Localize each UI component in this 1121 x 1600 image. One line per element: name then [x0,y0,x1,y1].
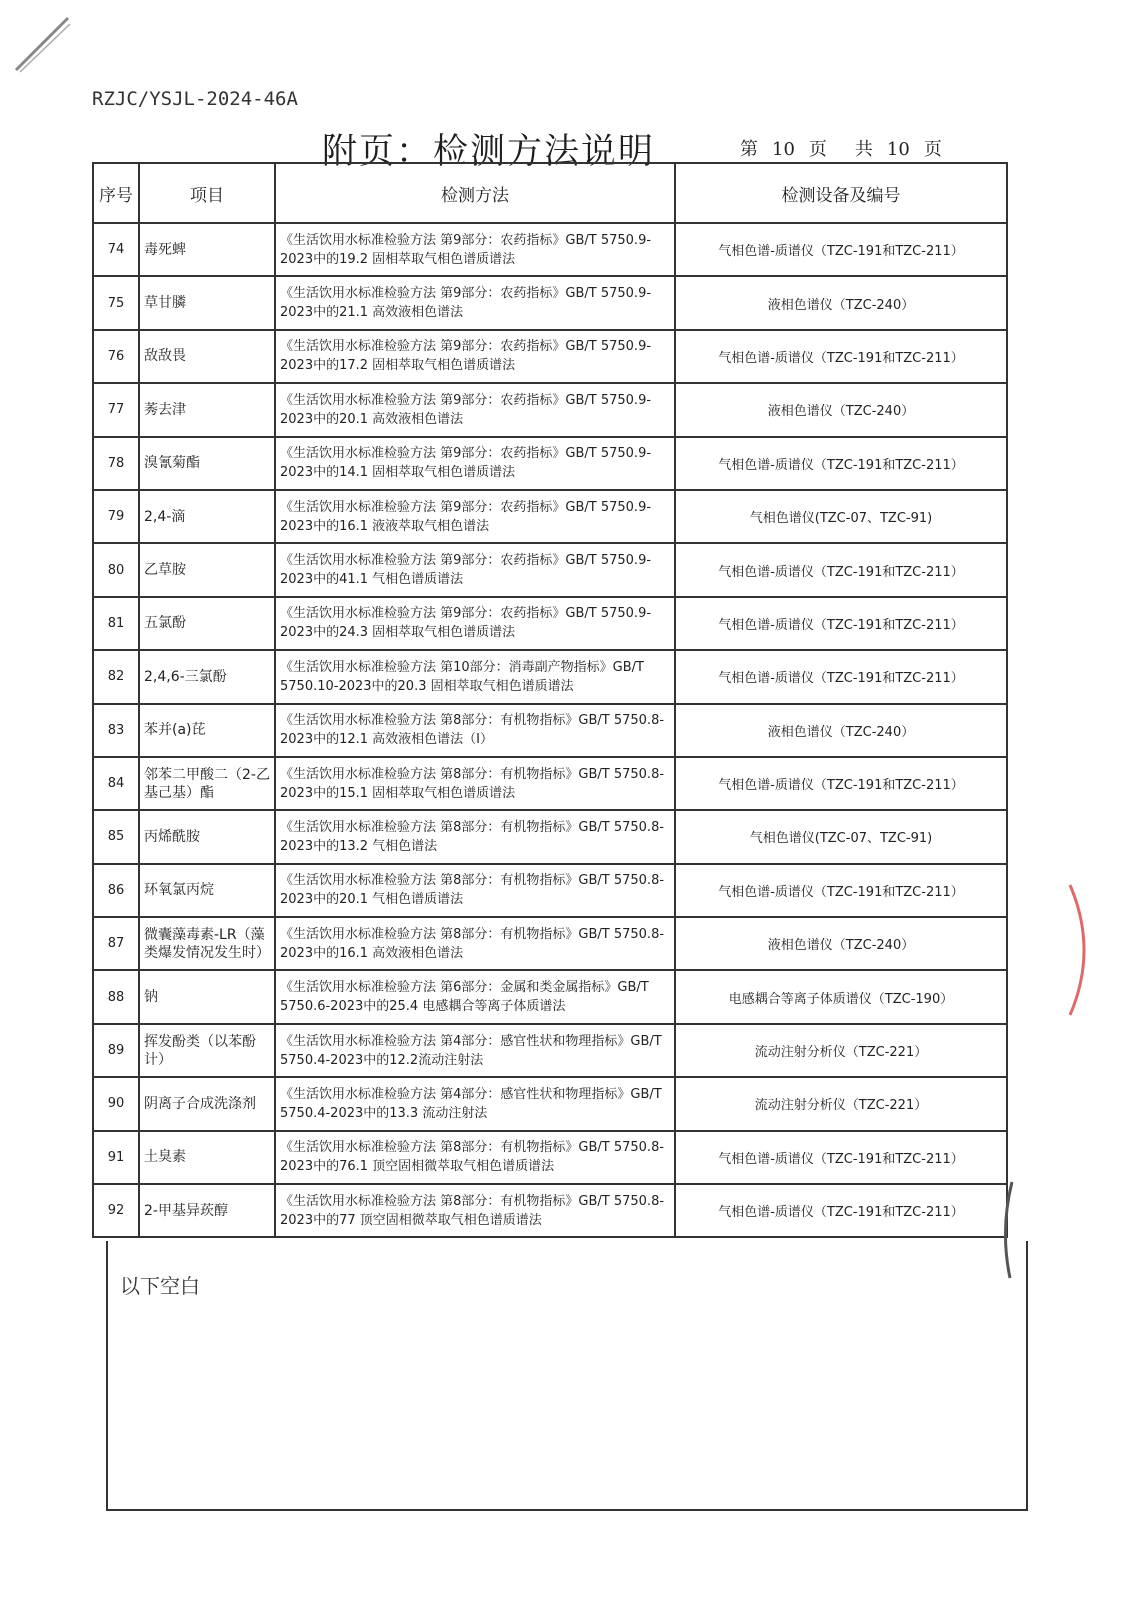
cell-item: 2-甲基异莰醇 [139,1184,275,1237]
cell-seq: 75 [93,276,139,329]
table-row [93,330,1007,383]
table-row [93,704,1007,757]
cell-seq: 86 [93,864,139,917]
cell-equipment: 电感耦合等离子体质谱仪（TZC-190） [675,970,1007,1023]
document-code: RZJC/YSJL-2024-46A [92,88,298,110]
table-row [93,917,1007,970]
cell-equipment: 液相色谱仪（TZC-240） [675,383,1007,436]
cell-seq: 87 [93,917,139,970]
table-row [93,1077,1007,1130]
cell-seq: 90 [93,1077,139,1130]
header-item: 项目 [139,163,275,223]
cell-seq: 76 [93,330,139,383]
cell-seq: 78 [93,437,139,490]
cell-equipment: 气相色谱-质谱仪（TZC-191和TZC-211） [675,330,1007,383]
cell-item: 五氯酚 [139,597,275,650]
cell-seq: 84 [93,757,139,810]
cell-equipment: 液相色谱仪（TZC-240） [675,704,1007,757]
cell-method: 《生活饮用水标准检验方法 第9部分：农药指标》GB/T 5750.9-2023中的41.1 气相色谱质谱法 [275,543,675,596]
table-row [93,1024,1007,1077]
cell-seq: 82 [93,650,139,703]
cell-method: 《生活饮用水标准检验方法 第9部分：农药指标》GB/T 5750.9-2023中的19.2 固相萃取气相色谱质谱法 [275,223,675,276]
cell-method: 《生活饮用水标准检验方法 第10部分：消毒副产物指标》GB/T 5750.10-2023中的20.3 固相萃取气相色谱质谱法 [275,650,675,703]
page-ye: 页 [808,139,827,160]
cell-equipment: 气相色谱-质谱仪（TZC-191和TZC-211） [675,1184,1007,1237]
cell-seq: 85 [93,810,139,863]
header-seq: 序号 [93,163,139,223]
cell-equipment: 液相色谱仪（TZC-240） [675,917,1007,970]
binding-edge-mark [990,1180,1020,1280]
cell-method: 《生活饮用水标准检验方法 第9部分：农药指标》GB/T 5750.9-2023中的17.2 固相萃取气相色谱质谱法 [275,330,675,383]
cell-item: 环氧氯丙烷 [139,864,275,917]
cell-seq: 83 [93,704,139,757]
cell-seq: 79 [93,490,139,543]
cell-item: 毒死蜱 [139,223,275,276]
table-row [93,810,1007,863]
cell-method: 《生活饮用水标准检验方法 第9部分：农药指标》GB/T 5750.9-2023中的16.1 液液萃取气相色谱法 [275,490,675,543]
cell-method: 《生活饮用水标准检验方法 第8部分：有机物指标》GB/T 5750.8-2023中的13.2 气相色谱法 [275,810,675,863]
cell-method: 《生活饮用水标准检验方法 第6部分：金属和类金属指标》GB/T 5750.6-2023中的25.4 电感耦合等离子体质谱法 [275,970,675,1023]
table-row [93,1184,1007,1237]
cell-method: 《生活饮用水标准检验方法 第4部分：感官性状和物理指标》GB/T 5750.4-2023中的13.3 流动注射法 [275,1077,675,1130]
table-row [93,650,1007,703]
cell-item: 草甘膦 [139,276,275,329]
cell-equipment: 气相色谱-质谱仪（TZC-191和TZC-211） [675,223,1007,276]
page-gong: 共 [854,139,873,160]
cell-equipment: 气相色谱仪(TZC-07、TZC-91) [675,810,1007,863]
cell-item: 土臭素 [139,1131,275,1184]
table-row [93,1131,1007,1184]
table-row [93,597,1007,650]
cell-equipment: 流动注射分析仪（TZC-221） [675,1077,1007,1130]
cell-seq: 80 [93,543,139,596]
cell-item: 钠 [139,970,275,1023]
cell-method: 《生活饮用水标准检验方法 第9部分：农药指标》GB/T 5750.9-2023中的14.1 固相萃取气相色谱质谱法 [275,437,675,490]
cell-equipment: 气相色谱-质谱仪（TZC-191和TZC-211） [675,597,1007,650]
page-number [740,135,956,161]
cell-item: 微囊藻毒素-LR（藻类爆发情况发生时） [139,917,275,970]
cell-equipment: 气相色谱-质谱仪（TZC-191和TZC-211） [675,437,1007,490]
seal-edge-mark [1060,880,1100,1020]
cell-method: 《生活饮用水标准检验方法 第9部分：农药指标》GB/T 5750.9-2023中的20.1 高效液相色谱法 [275,383,675,436]
table-row [93,543,1007,596]
header-method: 检测方法 [275,163,675,223]
cell-seq: 91 [93,1131,139,1184]
table-row [93,276,1007,329]
table-body [93,223,1007,1237]
table-row [93,757,1007,810]
cell-equipment: 气相色谱-质谱仪（TZC-191和TZC-211） [675,757,1007,810]
cell-seq: 74 [93,223,139,276]
cell-method: 《生活饮用水标准检验方法 第4部分：感官性状和物理指标》GB/T 5750.4-2023中的12.2流动注射法 [275,1024,675,1077]
cell-method: 《生活饮用水标准检验方法 第8部分：有机物指标》GB/T 5750.8-2023中的15.1 固相萃取气相色谱质谱法 [275,757,675,810]
cell-item: 2,4,6-三氯酚 [139,650,275,703]
cell-equipment: 液相色谱仪（TZC-240） [675,276,1007,329]
cell-item: 邻苯二甲酸二（2-乙基己基）酯 [139,757,275,810]
cell-method: 《生活饮用水标准检验方法 第8部分：有机物指标》GB/T 5750.8-2023中的76.1 顶空固相微萃取气相色谱质谱法 [275,1131,675,1184]
cell-seq: 89 [93,1024,139,1077]
cell-item: 乙草胺 [139,543,275,596]
cell-equipment: 气相色谱-质谱仪（TZC-191和TZC-211） [675,1131,1007,1184]
cell-item: 溴氰菊酯 [139,437,275,490]
cell-method: 《生活饮用水标准检验方法 第8部分：有机物指标》GB/T 5750.8-2023中的12.1 高效液相色谱法（I） [275,704,675,757]
cell-seq: 92 [93,1184,139,1237]
cell-item: 莠去津 [139,383,275,436]
cell-item: 敌敌畏 [139,330,275,383]
cell-equipment: 气相色谱-质谱仪（TZC-191和TZC-211） [675,543,1007,596]
table-row [93,223,1007,276]
page-ye2: 页 [923,139,942,160]
cell-method: 《生活饮用水标准检验方法 第8部分：有机物指标》GB/T 5750.8-2023中的77 顶空固相微萃取气相色谱质谱法 [275,1184,675,1237]
cell-method: 《生活饮用水标准检验方法 第9部分：农药指标》GB/T 5750.9-2023中的24.3 固相萃取气相色谱质谱法 [275,597,675,650]
cell-seq: 81 [93,597,139,650]
cell-equipment: 流动注射分析仪（TZC-221） [675,1024,1007,1077]
table-row [93,383,1007,436]
cell-method: 《生活饮用水标准检验方法 第8部分：有机物指标》GB/T 5750.8-2023中的20.1 气相色谱质谱法 [275,864,675,917]
cell-item: 阴离子合成洗涤剂 [139,1077,275,1130]
page-total: 10 [886,139,910,160]
method-table [92,162,1008,1238]
cell-seq: 77 [93,383,139,436]
blank-note: 以下空白 [120,1274,200,1298]
cell-method: 《生活饮用水标准检验方法 第9部分：农药指标》GB/T 5750.9-2023中的21.1 高效液相色谱法 [275,276,675,329]
page-current: 10 [772,139,795,160]
page-title: 附页：检测方法说明 [322,132,656,172]
cell-method: 《生活饮用水标准检验方法 第8部分：有机物指标》GB/T 5750.8-2023中的16.1 高效液相色谱法 [275,917,675,970]
cell-item: 挥发酚类（以苯酚计） [139,1024,275,1077]
cell-equipment: 气相色谱-质谱仪（TZC-191和TZC-211） [675,650,1007,703]
pen-stroke-mark [8,10,78,80]
cell-item: 丙烯酰胺 [139,810,275,863]
table-header [93,163,1007,223]
table-row [93,970,1007,1023]
table-row [93,490,1007,543]
cell-seq: 88 [93,970,139,1023]
cell-equipment: 气相色谱-质谱仪（TZC-191和TZC-211） [675,864,1007,917]
table-row [93,437,1007,490]
table-row [93,864,1007,917]
header-equipment: 检测设备及编号 [675,163,1007,223]
cell-item: 苯并(a)芘 [139,704,275,757]
cell-item: 2,4-滴 [139,490,275,543]
cell-equipment: 气相色谱仪(TZC-07、TZC-91) [675,490,1007,543]
page-di: 第 [740,139,758,160]
blank-area [106,1241,1028,1511]
